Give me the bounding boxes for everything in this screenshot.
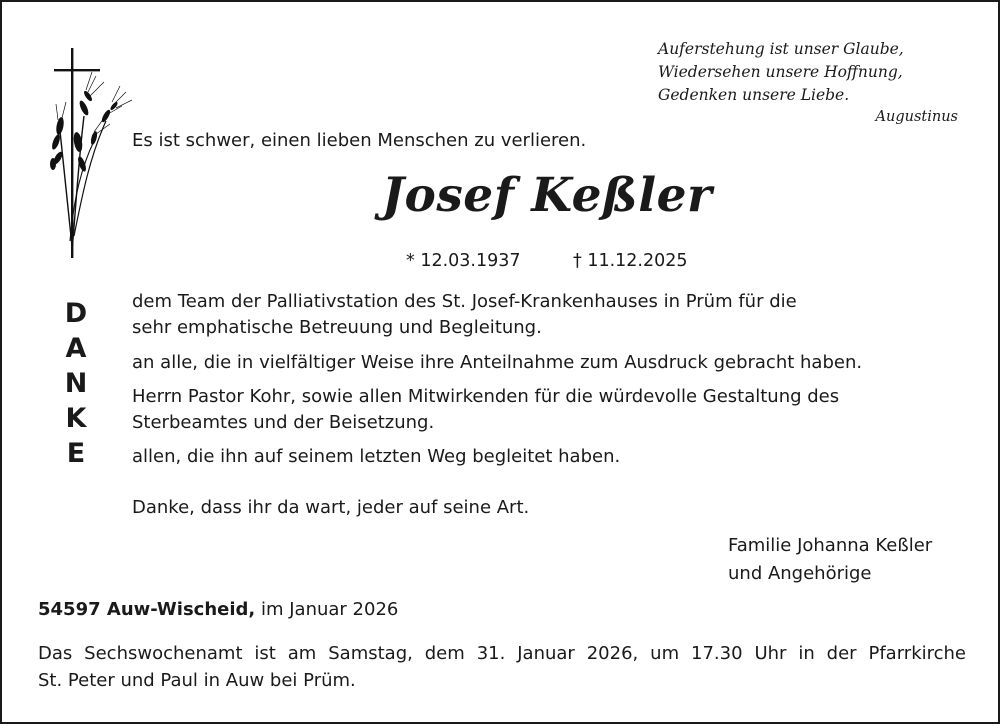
service-line: Das Sechswochenamt ist am Samstag, dem 31. Januar 2026, um 17.30 Uhr in der Pfarrkirche — [38, 643, 966, 664]
danke-letter: A — [65, 333, 87, 364]
family-signature — [728, 532, 932, 588]
danke-letter: K — [65, 403, 87, 434]
danke-letter: D — [64, 298, 88, 329]
place-date — [38, 599, 398, 620]
danke-vertical-word — [58, 296, 94, 471]
thanks-paragraph — [132, 289, 797, 341]
birth-date: * 12.03.1937 — [406, 251, 521, 271]
thanks-line: an alle, die in vielfältiger Weise ihre Anteilnahme zum Ausdruck gebracht haben. — [132, 352, 863, 373]
quote-line: Auferstehung ist unser Glaube, — [658, 40, 904, 58]
place-location: 54597 Auw-Wischeid, — [38, 599, 256, 620]
thanks-line: allen, die ihn auf seinem letzten Weg begleitet haben. — [132, 446, 621, 467]
cross-with-wheat-icon — [48, 46, 138, 262]
service-line: St. Peter und Paul in Auw bei Prüm. — [38, 670, 356, 691]
thanks-paragraph — [132, 350, 862, 376]
family-line: Familie Johanna Keßler — [728, 535, 933, 556]
intro-line: Es ist schwer, einen lieben Menschen zu verlieren. — [132, 130, 587, 151]
death-date: † 11.12.2025 — [573, 251, 688, 271]
thanks-paragraph — [132, 384, 839, 436]
thanks-line: dem Team der Palliativstation des St. Josef-Krankenhauses in Prüm für die — [132, 291, 797, 312]
thanks-paragraph — [132, 444, 620, 470]
quote-block — [658, 38, 958, 125]
closing-line: Danke, dass ihr da wart, jeder auf seine Art. — [132, 497, 530, 518]
quote-line: Wiedersehen unsere Hoffnung, — [658, 63, 903, 81]
danke-letter: E — [66, 438, 86, 469]
quote-author: Augustinus — [875, 109, 958, 125]
family-line: und Angehörige — [728, 563, 872, 584]
thanks-line: sehr emphatische Betreuung und Begleitung. — [132, 317, 542, 338]
quote-line: Gedenken unsere Liebe. — [658, 86, 850, 104]
service-notice — [38, 640, 966, 694]
deceased-name: Josef Keßler — [381, 168, 713, 223]
thanks-line: Sterbeamtes und der Beisetzung. — [132, 412, 435, 433]
thanks-line: Herrn Pastor Kohr, sowie allen Mitwirkenden für die würdevolle Gestaltung des — [132, 386, 840, 407]
danke-letter: N — [64, 368, 88, 399]
place-month: im Januar 2026 — [255, 599, 399, 620]
